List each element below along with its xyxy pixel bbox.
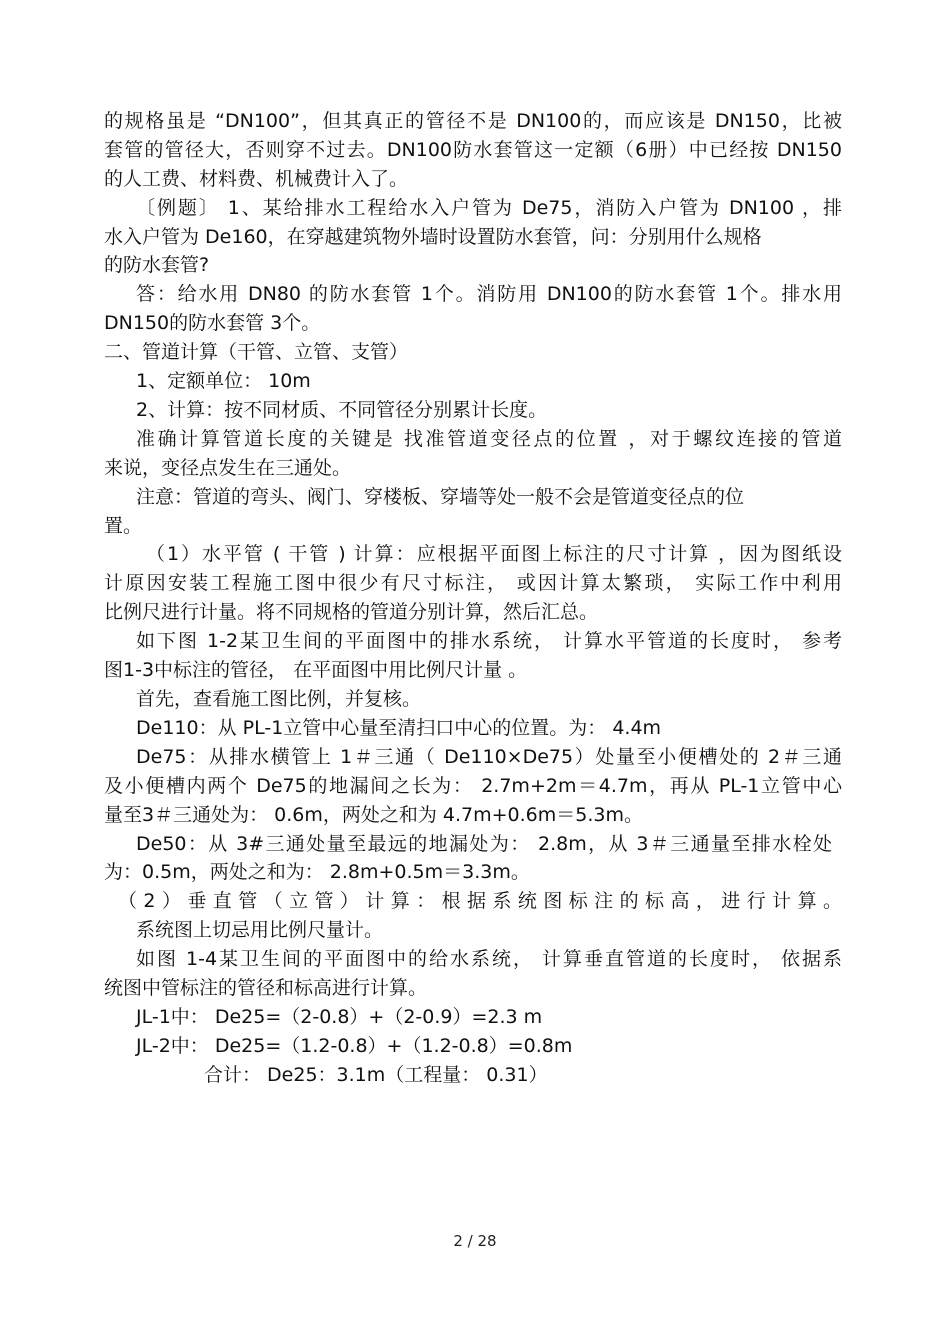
text-line: De110：从 PL-1立管中心量至清扫口中心的位置。为： 4.4m — [136, 717, 662, 739]
text-line: 量至3＃三通处为： 0.6m，两处之和为 4.7m+0.6m＝5.3m。 — [104, 804, 643, 826]
text-line: 来说，变径点发生在三通处。 — [104, 457, 352, 479]
text-line: 系统图上切忌用比例尺量计。 — [136, 919, 384, 941]
text-line: （2）垂直管（立管）计算：根据系统图标注的标高，进行计算。 — [118, 890, 842, 912]
text-line: 及小便槽内两个 De75的地漏间之长为： 2.7m+2m＝4.7m，再从 PL-1立管中心 — [104, 775, 842, 797]
text-line: 首先，查看施工图比例，并复核。 — [136, 688, 422, 710]
text-line: 比例尺进行计量。将不同规格的管道分别计算，然后汇总。 — [104, 601, 599, 623]
text-line: 注意：管道的弯头、阀门、穿楼板、穿墙等处一般不会是管道变径点的位 — [136, 486, 745, 508]
text-line: 〔例题〕 1、某给排水工程给水入户管为 De75，消防入户管为 DN100 ，排 — [136, 197, 842, 219]
text-line: 为：0.5m，两处之和为： 2.8m+0.5m＝3.3m。 — [104, 861, 530, 883]
text-line: 的防水套管? — [104, 254, 210, 276]
text-line: 统图中管标注的管径和标高进行计算。 — [104, 977, 428, 999]
section-heading: 二、管道计算（干管、立管、支管） — [104, 341, 409, 363]
text-line: 的人工费、材料费、机械费计入了。 — [104, 168, 409, 190]
page-number: 2 / 28 — [453, 1232, 497, 1250]
text-line: De75：从排水横管上 1＃三通（ De110×De75）处量至小便槽处的 2＃三通 — [136, 746, 842, 768]
text-line: 答：给水用 DN80 的防水套管 1个。消防用 DN100的防水套管 1个。排水用 — [136, 283, 842, 305]
text-line: 如下图 1-2某卫生间的平面图中的排水系统， 计算水平管道的长度时， 参考 — [136, 630, 842, 652]
text-line: 图1-3中标注的管径， 在平面图中用比例尺计量 。 — [104, 659, 528, 681]
text-line: 准确计算管道长度的关键是 找准管道变径点的位置 ，对于螺纹连接的管道 — [136, 428, 842, 450]
text-line: （1）水平管 ( 干管 ) 计算：应根据平面图上标注的尺寸计算 ，因为图纸设 — [146, 543, 842, 565]
formula-line: JL-1中： De25=（2-0.8）+（2-0.9）=2.3 m — [136, 1006, 543, 1028]
formula-line: JL-2中： De25=（1.2-0.8）+（1.2-0.8）=0.8m — [136, 1035, 573, 1057]
text-line: 1、定额单位： 10m — [136, 370, 311, 392]
text-line: De50：从 3#三通处量至最远的地漏处为： 2.8m，从 3＃三通量至排水栓处 — [136, 833, 832, 855]
text-line: 水入户管为 De160，在穿越建筑物外墙时设置防水套管，问：分别用什么规格 — [104, 226, 762, 248]
text-line: 2、计算：按不同材质、不同管径分别累计长度。 — [136, 399, 548, 421]
text-line: DN150的防水套管 3个。 — [104, 312, 321, 334]
text-line: 置。 — [104, 515, 143, 537]
text-line: 套管的管径大，否则穿不过去。DN100防水套管这一定额（6册）中已经按 DN150 — [104, 139, 842, 161]
text-line: 的规格虽是 “DN100”，但其真正的管径不是 DN100的，而应该是 DN150，比被 — [104, 110, 842, 132]
total-line: 合计： De25：3.1m（工程量： 0.31） — [204, 1064, 548, 1086]
text-line: 如图 1-4某卫生间的平面图中的给水系统， 计算垂直管道的长度时， 依据系 — [136, 948, 842, 970]
text-line: 计原因安装工程施工图中很少有尺寸标注， 或因计算太繁琐， 实际工作中利用 — [104, 572, 842, 594]
